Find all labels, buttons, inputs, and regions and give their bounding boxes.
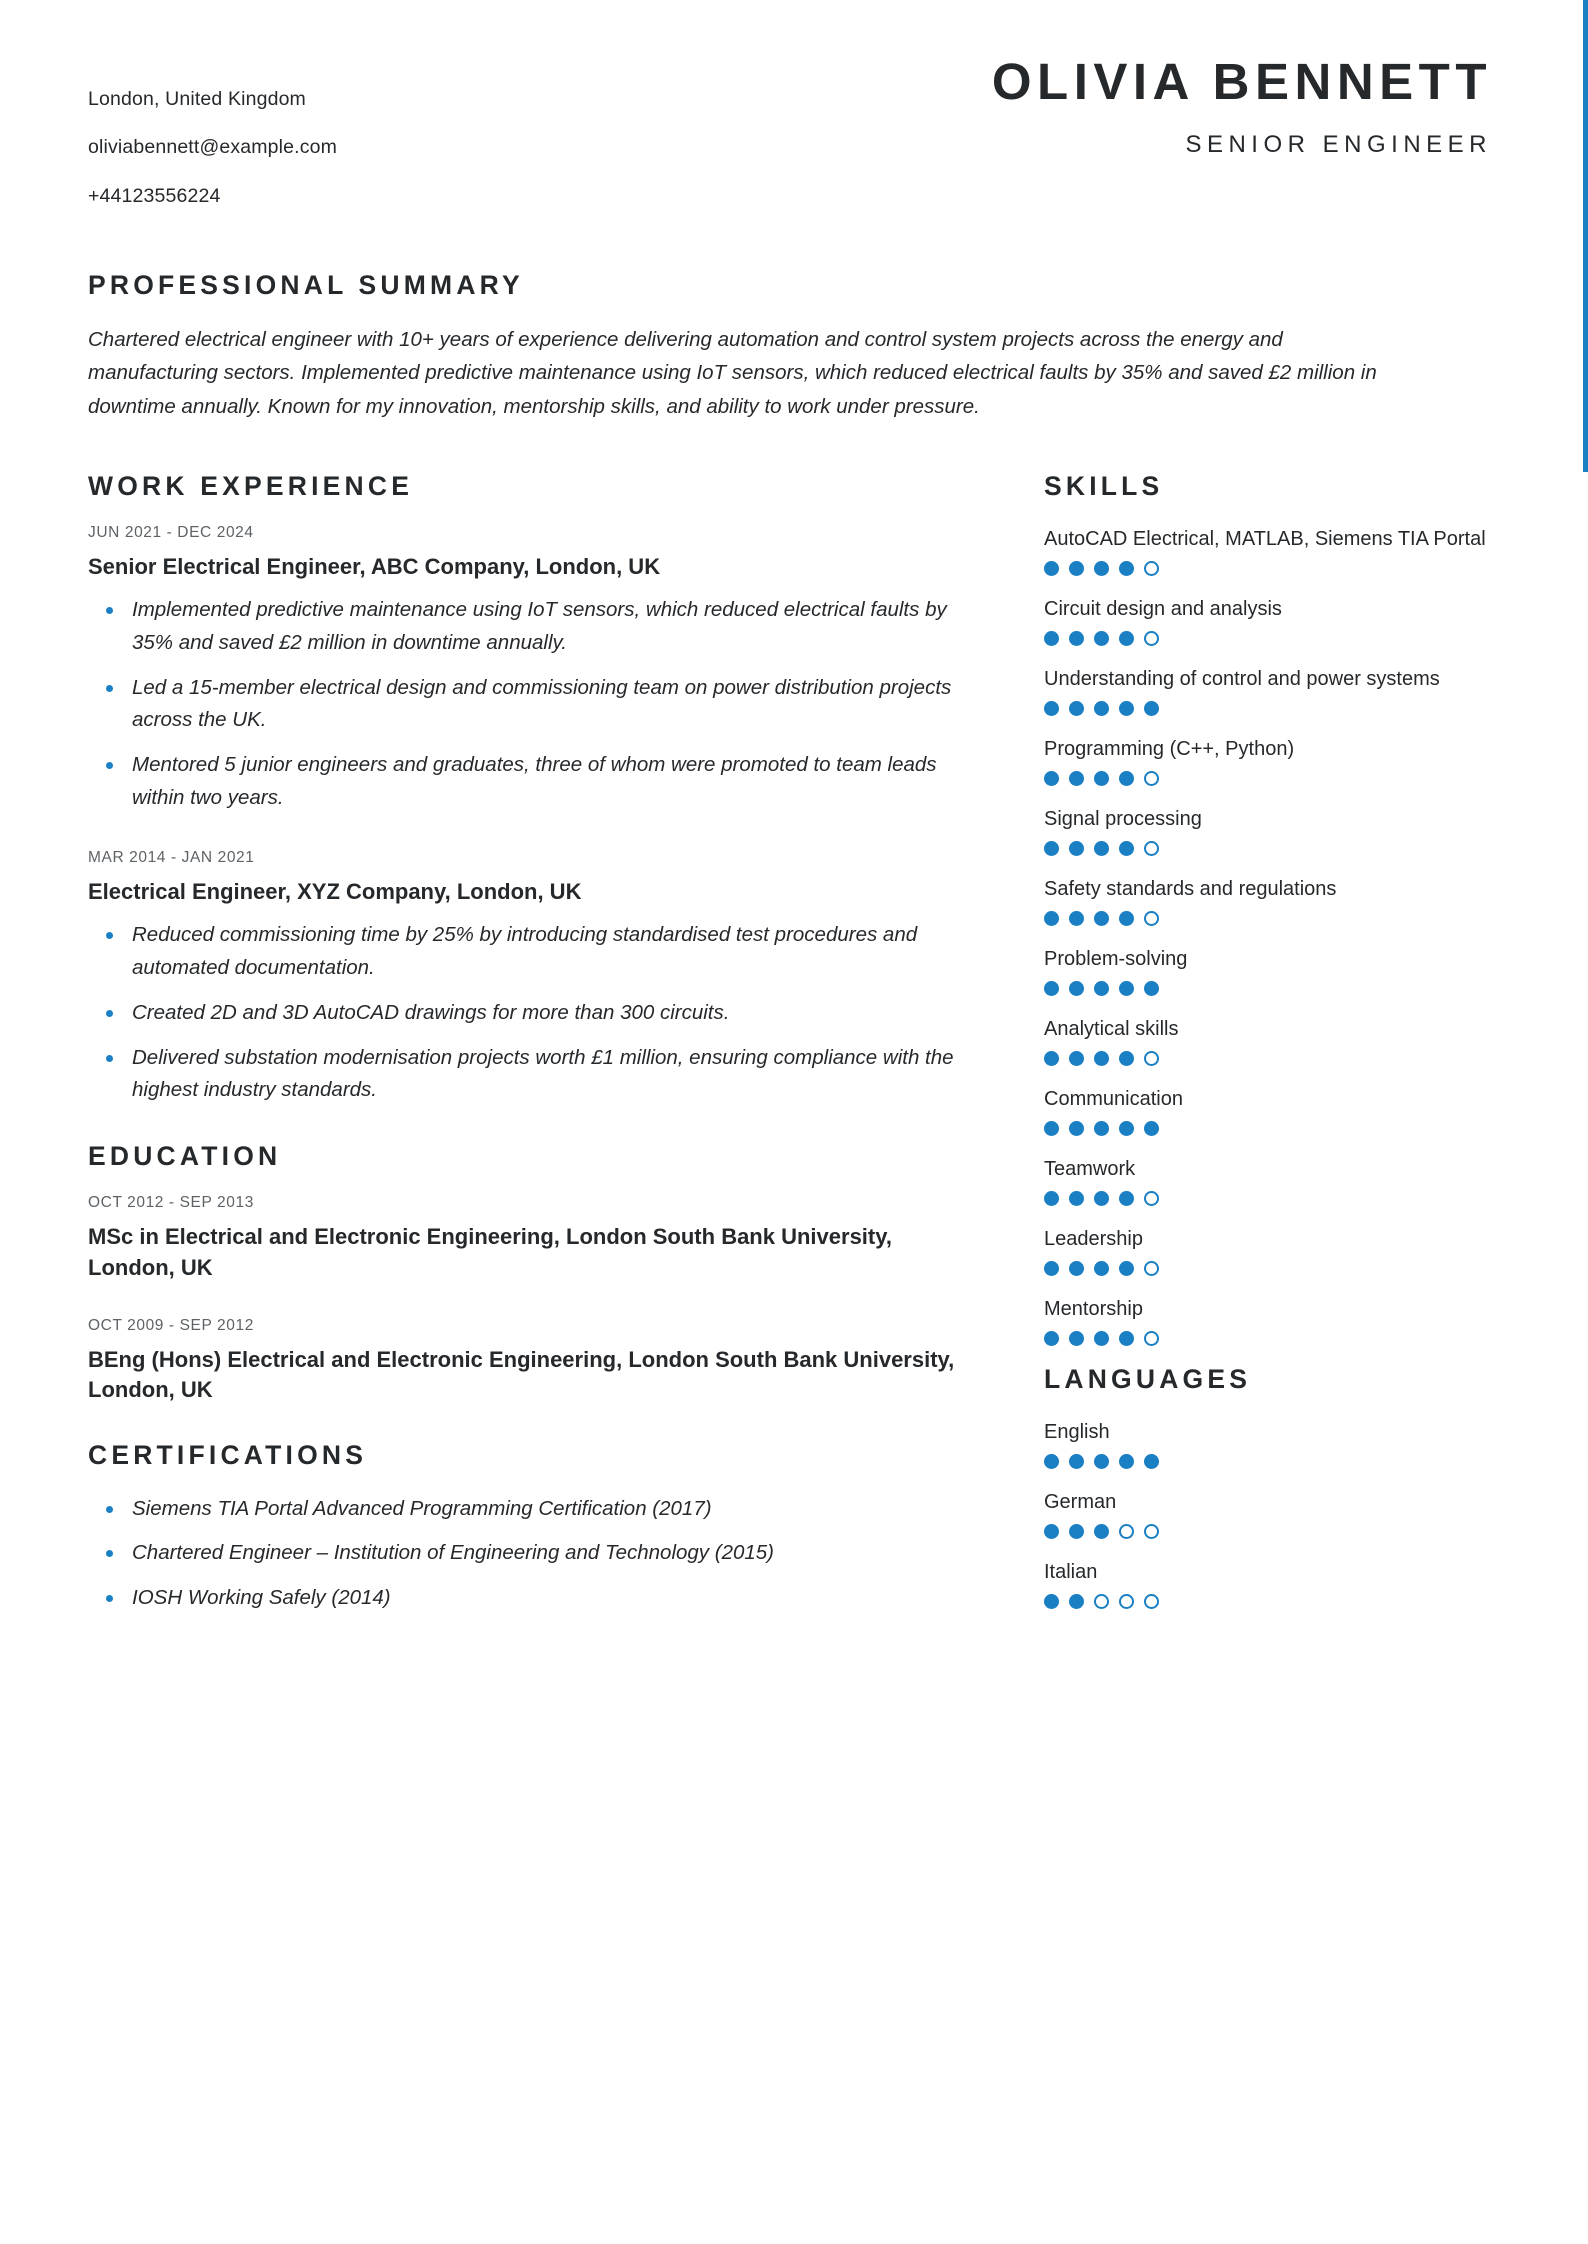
rating-dot-empty-icon [1094,1594,1109,1609]
skill-item-label: Understanding of control and power systems [1044,667,1440,690]
education-entry-date: OCT 2012 - SEP 2013 [88,1194,254,1212]
skill-item-label: Signal processing [1044,807,1202,830]
rating-dot-empty-icon [1119,1524,1134,1539]
rating-dot-filled-icon [1119,981,1134,996]
rating-dot-filled-icon [1069,771,1084,786]
education-entry-title: MSc in Electrical and Electronic Engineering, London South Bank University, London, UK [88,1224,892,1280]
skill-item [1044,524,1488,576]
skill-item [1044,1294,1488,1346]
rating-dot-filled-icon [1119,1454,1134,1469]
language-item-rating [1044,1454,1488,1469]
contact-block [88,55,688,232]
rating-dot-filled-icon [1094,561,1109,576]
rating-dot-empty-icon [1144,911,1159,926]
rating-dot-filled-icon [1044,1051,1059,1066]
skill-item-rating [1044,701,1488,716]
skill-item-label: Leadership [1044,1227,1143,1250]
summary-text: Chartered electrical engineer with 10+ years of experience delivering automation and control system projects across the energy and manufacturing sectors. Implemented predictive maintenance using IoT sensors, which reduced electrical faults by 35% and saved £2 million in downtime annually. Known for my innovation, mentorship skills, and ability to work under pressure. [88,328,1377,418]
rating-dot-filled-icon [1069,1051,1084,1066]
list-item: Mentored 5 junior engineers and graduates, three of whom were promoted to team leads within two years. [88,749,978,815]
skill-item-rating [1044,841,1488,856]
skill-item-rating [1044,1051,1488,1066]
rating-dot-filled-icon [1094,911,1109,926]
rating-dot-filled-icon [1069,841,1084,856]
skill-item-rating [1044,631,1488,646]
candidate-name: OLIVIA BENNETT [991,53,1492,110]
skill-item-rating [1044,1121,1488,1136]
skill-item-rating [1044,981,1488,996]
rating-dot-filled-icon [1069,1331,1084,1346]
list-item: Siemens TIA Portal Advanced Programming Certification (2017) [88,1493,978,1526]
rating-dot-filled-icon [1094,981,1109,996]
work-entry [88,849,978,1107]
professional-summary-section [0,232,1588,423]
rating-dot-filled-icon [1144,1454,1159,1469]
languages-section [1044,1364,1488,1609]
education-entry [88,1194,978,1283]
rating-dot-filled-icon [1044,1454,1059,1469]
skill-item [1044,594,1488,646]
rating-dot-empty-icon [1144,1051,1159,1066]
rating-dot-filled-icon [1144,701,1159,716]
rating-dot-filled-icon [1069,1121,1084,1136]
rating-dot-filled-icon [1094,1261,1109,1276]
rating-dot-filled-icon [1119,1331,1134,1346]
body-columns [0,423,1588,1633]
education-entry [88,1317,978,1406]
languages-list [1044,1417,1488,1609]
rating-dot-filled-icon [1094,1331,1109,1346]
rating-dot-empty-icon [1144,771,1159,786]
rating-dot-filled-icon [1119,701,1134,716]
skill-item-label: Communication [1044,1087,1183,1110]
rating-dot-empty-icon [1144,1594,1159,1609]
rating-dot-filled-icon [1069,911,1084,926]
certifications-heading: CERTIFICATIONS [88,1439,368,1470]
languages-heading: LANGUAGES [1044,1363,1252,1394]
rating-dot-filled-icon [1119,1121,1134,1136]
rating-dot-filled-icon [1069,1454,1084,1469]
list-item: Reduced commissioning time by 25% by introducing standardised test procedures and automated documentation. [88,919,978,985]
skill-item [1044,944,1488,996]
rating-dot-filled-icon [1044,1524,1059,1539]
rating-dot-filled-icon [1069,561,1084,576]
skill-item-label: Mentorship [1044,1297,1143,1320]
skill-item-label: Safety standards and regulations [1044,877,1337,900]
work-experience-section [88,471,978,1107]
rating-dot-filled-icon [1119,911,1134,926]
skill-item-rating [1044,1191,1488,1206]
language-item [1044,1557,1488,1609]
skill-item [1044,664,1488,716]
rating-dot-filled-icon [1094,1524,1109,1539]
skill-item-rating [1044,561,1488,576]
skills-section [1044,471,1488,1346]
rating-dot-filled-icon [1044,981,1059,996]
language-item [1044,1417,1488,1469]
education-heading: EDUCATION [88,1141,282,1172]
rating-dot-empty-icon [1144,631,1159,646]
rating-dot-filled-icon [1044,701,1059,716]
skill-item-rating [1044,771,1488,786]
skill-item [1044,1084,1488,1136]
language-item-label: German [1044,1490,1117,1513]
rating-dot-empty-icon [1119,1594,1134,1609]
rating-dot-filled-icon [1094,1454,1109,1469]
rating-dot-filled-icon [1119,771,1134,786]
skill-item-rating [1044,1261,1488,1276]
skill-item-label: Teamwork [1044,1157,1136,1180]
rating-dot-filled-icon [1094,841,1109,856]
work-entry-title: Electrical Engineer, XYZ Company, London, UK [88,878,582,904]
rating-dot-filled-icon [1069,981,1084,996]
list-item: Delivered substation modernisation projects worth £1 million, ensuring compliance with the highest industry standards. [88,1042,978,1108]
rating-dot-filled-icon [1044,911,1059,926]
rating-dot-empty-icon [1144,1191,1159,1206]
rating-dot-filled-icon [1044,1121,1059,1136]
skill-item-rating [1044,1331,1488,1346]
rating-dot-filled-icon [1094,1191,1109,1206]
certifications-list [88,1493,978,1615]
list-item: Created 2D and 3D AutoCAD drawings for more than 300 circuits. [88,997,978,1030]
skill-item [1044,734,1488,786]
accent-bar [1583,0,1588,472]
rating-dot-filled-icon [1044,1191,1059,1206]
language-item-label: English [1044,1420,1110,1443]
skill-item [1044,1014,1488,1066]
rating-dot-filled-icon [1094,1121,1109,1136]
rating-dot-empty-icon [1144,1261,1159,1276]
work-entry-date: JUN 2021 - DEC 2024 [88,523,254,541]
work-entry-title: Senior Electrical Engineer, ABC Company, London, UK [88,553,661,579]
name-block [688,55,1518,232]
rating-dot-filled-icon [1144,981,1159,996]
rating-dot-filled-icon [1119,561,1134,576]
work-entry [88,524,978,815]
rating-dot-filled-icon [1119,1261,1134,1276]
skill-item-label: Circuit design and analysis [1044,597,1282,620]
rating-dot-empty-icon [1144,561,1159,576]
skills-heading: SKILLS [1044,470,1164,501]
rating-dot-filled-icon [1044,631,1059,646]
education-entry-date: OCT 2009 - SEP 2012 [88,1316,254,1334]
rating-dot-empty-icon [1144,1331,1159,1346]
right-column [1018,471,1488,1633]
list-item: Implemented predictive maintenance using IoT sensors, which reduced electrical faults by 35% and saved £2 million in downtime annually. [88,594,978,660]
rating-dot-filled-icon [1044,1594,1059,1609]
education-entry-title: BEng (Hons) Electrical and Electronic Engineering, London South Bank University, London, UK [88,1346,955,1403]
rating-dot-empty-icon [1144,841,1159,856]
work-entry-date: MAR 2014 - JAN 2021 [88,848,255,866]
rating-dot-filled-icon [1144,1121,1159,1136]
rating-dot-filled-icon [1069,1261,1084,1276]
skill-item [1044,1154,1488,1206]
skill-item-label: Programming (C++, Python) [1044,737,1295,760]
skill-item-label: Problem-solving [1044,947,1188,970]
contact-location: London, United Kingdom [88,88,306,110]
education-section [88,1141,978,1405]
rating-dot-filled-icon [1119,1191,1134,1206]
rating-dot-filled-icon [1094,1051,1109,1066]
rating-dot-filled-icon [1044,561,1059,576]
language-item [1044,1487,1488,1539]
contact-email[interactable]: oliviabennett@example.com [88,136,338,159]
rating-dot-filled-icon [1094,701,1109,716]
skill-item-rating [1044,911,1488,926]
resume-header [0,0,1588,232]
rating-dot-filled-icon [1119,631,1134,646]
skill-item-label: Analytical skills [1044,1017,1179,1040]
list-item: IOSH Working Safely (2014) [88,1582,978,1615]
skill-item [1044,874,1488,926]
language-item-label: Italian [1044,1560,1098,1583]
rating-dot-filled-icon [1069,1594,1084,1609]
language-item-rating [1044,1594,1488,1609]
summary-heading: PROFESSIONAL SUMMARY [88,270,524,301]
rating-dot-filled-icon [1069,701,1084,716]
rating-dot-filled-icon [1119,1051,1134,1066]
rating-dot-filled-icon [1069,1191,1084,1206]
skills-list [1044,524,1488,1346]
rating-dot-filled-icon [1069,1524,1084,1539]
work-entry-bullets [88,919,978,1107]
rating-dot-filled-icon [1119,841,1134,856]
rating-dot-filled-icon [1044,771,1059,786]
candidate-job-title: SENIOR ENGINEER [1185,130,1492,158]
rating-dot-filled-icon [1044,1331,1059,1346]
language-item-rating [1044,1524,1488,1539]
skill-item [1044,1224,1488,1276]
work-entry-bullets [88,594,978,815]
rating-dot-empty-icon [1144,1524,1159,1539]
left-column [88,471,1018,1633]
rating-dot-filled-icon [1044,841,1059,856]
skill-item [1044,804,1488,856]
skill-item-label: AutoCAD Electrical, MATLAB, Siemens TIA Portal [1044,527,1486,550]
rating-dot-filled-icon [1044,1261,1059,1276]
rating-dot-filled-icon [1094,631,1109,646]
contact-phone[interactable]: +44123556224 [88,184,221,207]
rating-dot-filled-icon [1069,631,1084,646]
work-experience-heading: WORK EXPERIENCE [88,470,414,501]
rating-dot-filled-icon [1094,771,1109,786]
certifications-section [88,1440,978,1615]
list-item: Led a 15-member electrical design and commissioning team on power distribution projects across the UK. [88,672,978,738]
list-item: Chartered Engineer – Institution of Engineering and Technology (2015) [88,1537,978,1570]
